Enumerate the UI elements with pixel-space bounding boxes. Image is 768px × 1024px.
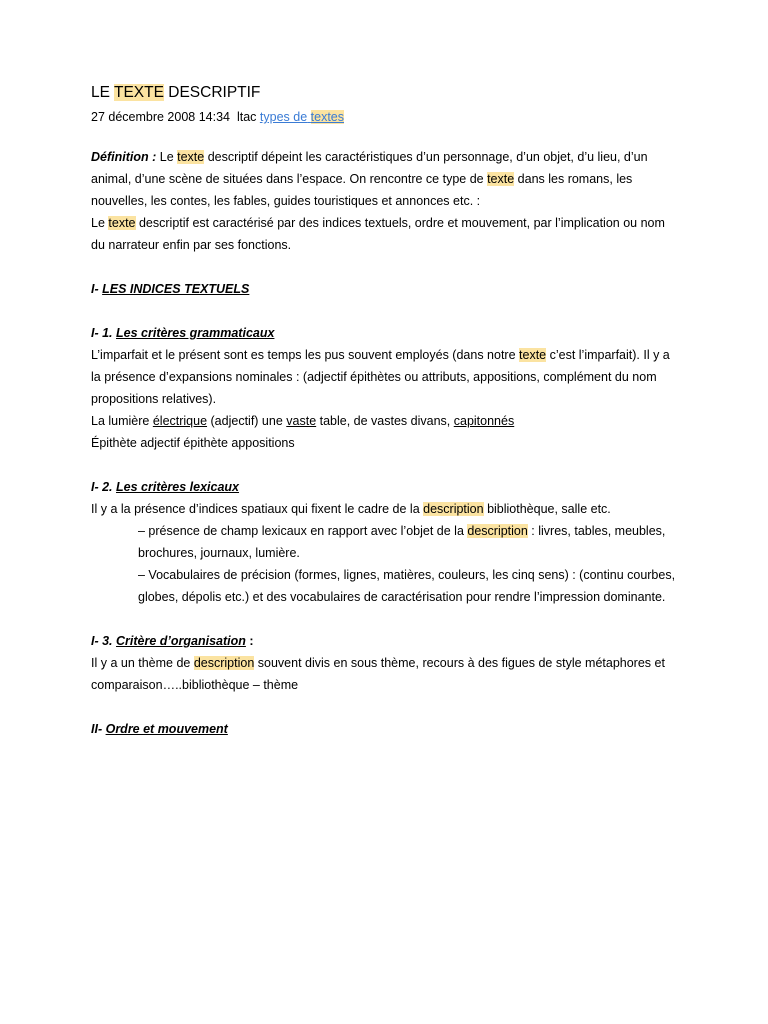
h1-text: LES INDICES TEXTUELS xyxy=(102,282,250,296)
para2-t1: Le xyxy=(91,216,109,230)
h12-text: Les critères lexicaux xyxy=(116,480,240,494)
post-date: 27 décembre 2008 14:34 xyxy=(91,110,230,124)
article xyxy=(91,82,681,740)
section-heading-1 xyxy=(91,278,681,300)
definition-hl1: texte xyxy=(177,150,205,164)
category-link-text: types de xyxy=(259,110,308,124)
h11-num: I- 1. xyxy=(91,326,117,340)
paragraph-4 xyxy=(91,498,681,520)
paragraph-5 xyxy=(91,652,681,696)
bullet1-t1: – présence de champ lexicaux en rapport avec l’objet de la xyxy=(138,524,468,538)
para3-t2: c’est l’imparfait). Il y a la présence d’expansions nominales : (adjectif épithètes ou attributs, appositions, complément du nom propositions relatives). xyxy=(91,348,670,406)
post-author: ltac xyxy=(236,110,257,124)
h12-num: I- 2. xyxy=(91,480,117,494)
bullet1-t2: : livres, tables, meubles, brochures, journaux, lumière. xyxy=(138,524,666,560)
definition-paragraph xyxy=(91,146,681,212)
para4-t2: bibliothèque, salle etc. xyxy=(483,502,611,516)
para4-t1: Il y a la présence d’indices spatiaux qui fixent le cadre de la xyxy=(91,502,424,516)
example-u3: capitonnés xyxy=(453,414,515,428)
definition-t3: dans les romans, les nouvelles, les contes, les fables, guides touristiques et annonces etc. : xyxy=(91,172,633,208)
example-t1: La lumière xyxy=(91,414,153,428)
bullet-item-1 xyxy=(91,520,681,564)
para2-t2: descriptif est caractérisé par des indices textuels, ordre et mouvement, par l’implication ou nom du narrateur enfin par ses fonctions. xyxy=(91,216,665,252)
section-heading-1-1 xyxy=(91,322,681,344)
example-u1: électrique xyxy=(152,414,208,428)
bullet-item-2 xyxy=(91,564,681,608)
para3-hl1: texte xyxy=(519,348,547,362)
h1-num: I- xyxy=(91,282,103,296)
title-pre: LE xyxy=(91,84,114,101)
h13-num: I- 3. xyxy=(91,634,117,648)
example-u2: vaste xyxy=(286,414,317,428)
section-heading-2 xyxy=(91,718,681,740)
para5-hl1: description xyxy=(193,656,255,670)
h13-text: Critère d’organisation xyxy=(116,634,246,648)
definition-hl2: texte xyxy=(487,172,515,186)
definition-label: Définition : xyxy=(91,150,157,164)
para2-hl1: texte xyxy=(108,216,136,230)
bullet1-hl1: description xyxy=(467,524,528,538)
bullet2-t1: – Vocabulaires de précision (formes, lignes, matières, couleurs, les cinq sens) : (continu courbes, globes, dépolis etc.) et des vocabulaires de caractérisation pour rendre l’impression dominante. xyxy=(138,568,676,604)
example-line xyxy=(91,410,681,432)
example-t2: (adjectif) une xyxy=(207,414,287,428)
title-highlight: TEXTE xyxy=(114,84,164,101)
category-link[interactable] xyxy=(260,110,344,124)
para4-hl1: description xyxy=(423,502,484,516)
para5-t2: souvent divis en sous thème, recours à des figues de style métaphores et comparaison…..bibliothèque – thème xyxy=(91,656,665,692)
h11-text: Les critères grammaticaux xyxy=(116,326,275,340)
h2-num: II- xyxy=(91,722,106,736)
paragraph-3 xyxy=(91,344,681,410)
h13-suffix: : xyxy=(245,634,254,648)
example-t3: table, de vastes divans, xyxy=(316,414,454,428)
section-heading-1-3 xyxy=(91,630,681,652)
definition-t1: Le xyxy=(156,150,178,164)
labels-line: Épithète adjectif épithète appositions xyxy=(91,436,295,450)
post-meta xyxy=(91,108,681,126)
para3-t1: L’imparfait et le présent sont es temps les pus souvent employés (dans notre xyxy=(91,348,520,362)
section-heading-1-2 xyxy=(91,476,681,498)
page-title xyxy=(91,82,681,104)
paragraph-2 xyxy=(91,212,681,256)
definition-t2: descriptif dépeint les caractéristiques d’un personnage, d’un objet, d’u lieu, d’un animal, d’une scène de situées dans l’espace. On rencontre ce type de xyxy=(91,150,648,186)
title-post: DESCRIPTIF xyxy=(163,84,261,101)
h2-text: Ordre et mouvement xyxy=(105,722,228,736)
para5-t1: Il y a un thème de xyxy=(91,656,194,670)
category-link-highlight: textes xyxy=(310,110,344,124)
